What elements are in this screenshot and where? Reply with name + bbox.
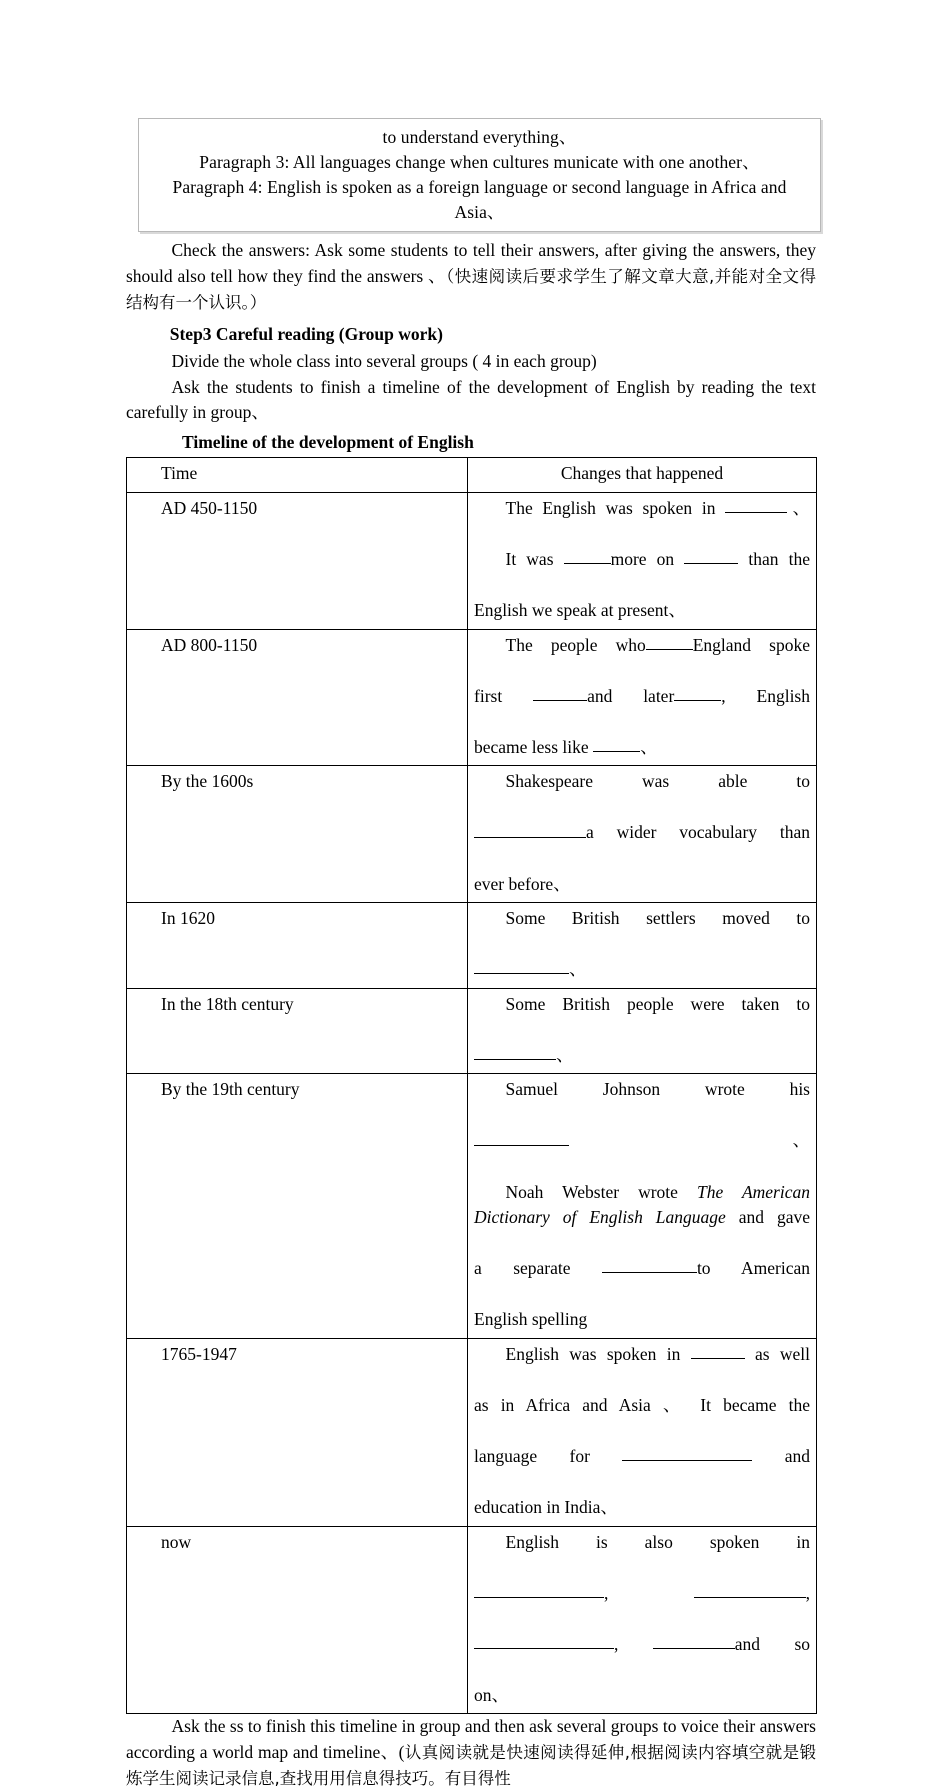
text-segment: English we speak at present、 xyxy=(474,600,686,621)
text-segment: It was xyxy=(505,548,564,569)
table-cell-time: AD 800-1150 xyxy=(127,629,468,766)
answer-blank xyxy=(691,1342,745,1359)
table-cell-line xyxy=(474,1444,810,1495)
table-cell-line xyxy=(474,735,810,761)
timeline-table xyxy=(126,457,817,1714)
answer-blank xyxy=(694,1581,806,1598)
text-segment: 、 xyxy=(556,1044,574,1065)
step3-heading: Step3 Careful reading (Group work) xyxy=(169,323,443,344)
text-segment: The English was spoken in xyxy=(505,497,726,518)
text-segment: 、 xyxy=(640,736,658,757)
check-answers-chinese: （快速阅读后要求学生了解文章大意,并能对全文得结构有一个认识。） xyxy=(126,267,816,312)
answer-blank xyxy=(474,1128,569,1145)
table-cell-line xyxy=(474,1043,810,1069)
text-segment: as in Africa and Asia 、 It became the xyxy=(474,1394,810,1415)
text-segment: ever before、 xyxy=(474,873,571,894)
text-segment: a separate xyxy=(474,1258,602,1279)
table-cell-time: In 1620 xyxy=(127,903,468,989)
table-cell-changes xyxy=(468,1526,817,1714)
book-title: The American Dictionary of English Language xyxy=(474,1181,810,1228)
text-segment: England spoke xyxy=(692,634,810,655)
text-segment: became less like xyxy=(474,736,594,757)
text-segment: The people who xyxy=(505,634,646,655)
check-answers-text: Check the answers: Ask some students to tell their answers, after giving the answers, they should also tell how they find the answers 、 xyxy=(126,240,816,287)
table-cell-changes xyxy=(468,629,817,766)
table-cell-time: By the 19th century xyxy=(127,1074,468,1338)
table-header-row xyxy=(127,458,817,493)
answer-blank xyxy=(725,496,787,513)
table-cell-changes xyxy=(468,903,817,989)
table-row xyxy=(127,1074,817,1338)
table-row xyxy=(127,1526,817,1714)
table-row xyxy=(127,903,817,989)
timeline-table-body xyxy=(127,492,817,1714)
table-cell-changes xyxy=(468,1074,817,1338)
table-row xyxy=(127,1338,817,1526)
answer-blank xyxy=(684,547,738,564)
summary-line-3: Paragraph 4: English is spoken as a foreign language or second language in Africa and Asia、 xyxy=(172,176,787,222)
text-segment: than the xyxy=(738,548,810,569)
table-cell-time: By the 1600s xyxy=(127,766,468,903)
table-cell-line xyxy=(474,1342,810,1393)
summary-line-2: Paragraph 3: All languages change when cultures municate with one another、 xyxy=(199,151,760,172)
table-cell-line xyxy=(474,1632,810,1683)
text-segment: first xyxy=(474,685,534,706)
table-cell-line xyxy=(474,1077,810,1128)
text-segment: 、 xyxy=(787,497,810,518)
answer-blank xyxy=(474,1632,614,1649)
table-cell-line xyxy=(474,684,810,735)
text-segment: education in India、 xyxy=(474,1497,618,1518)
answer-blank xyxy=(622,1444,752,1461)
text-segment: a wider vocabulary than xyxy=(586,822,810,843)
table-cell-line xyxy=(474,992,810,1043)
table-cell-line xyxy=(474,496,810,547)
text-segment: on、 xyxy=(474,1684,509,1705)
text-segment: , English xyxy=(721,685,810,706)
closing-chinese: 认真阅读就是快速阅读得延伸,根据阅读内容填空就是锻炼学生阅读记录信息,查找用用信息得技巧。有目得性 xyxy=(126,1743,817,1788)
text-segment: , xyxy=(614,1633,653,1654)
table-cell-line xyxy=(474,1128,810,1179)
text-segment: English is also spoken in xyxy=(505,1531,810,1552)
text-segment: , xyxy=(805,1582,810,1603)
closing-text: Ask the ss to finish this timeline in group and then ask several groups to voice their answers according a world map and timeline、( xyxy=(126,1716,816,1763)
answer-blank xyxy=(674,684,721,701)
table-cell-line xyxy=(474,872,810,898)
ask-students-paragraph: Ask the students to finish a timeline of the development of English by reading the text carefully in group、 xyxy=(126,376,816,423)
text-segment: English was spoken in xyxy=(505,1343,691,1364)
table-cell-changes xyxy=(468,988,817,1074)
table-cell-line xyxy=(474,1683,810,1709)
text-segment: 、 xyxy=(569,959,587,980)
table-cell-line xyxy=(474,598,810,624)
text-segment: more on xyxy=(610,548,685,569)
table-row xyxy=(127,766,817,903)
answer-blank xyxy=(564,547,611,564)
closing-paragraph xyxy=(126,1714,816,1791)
table-cell-changes xyxy=(468,492,817,629)
text-segment: and so xyxy=(734,1633,811,1654)
table-cell-line xyxy=(474,633,810,684)
text-segment: and gave xyxy=(725,1207,810,1228)
text-segment: English spelling xyxy=(474,1309,588,1330)
text-segment: and later xyxy=(587,685,675,706)
answer-blank xyxy=(474,957,569,974)
text-segment: language for xyxy=(474,1446,623,1466)
answer-blank xyxy=(474,820,586,837)
answer-blank xyxy=(653,1632,735,1649)
table-cell-line xyxy=(474,1393,810,1444)
text-segment: Noah Webster wrote xyxy=(505,1181,697,1202)
text-segment: Samuel Johnson wrote his xyxy=(505,1079,810,1100)
divide-class-paragraph: Divide the whole class into several groups ( 4 in each group) xyxy=(171,350,597,371)
table-cell-time: AD 450-1150 xyxy=(127,492,468,629)
table-row xyxy=(127,988,817,1074)
table-cell-changes xyxy=(468,1338,817,1526)
text-segment: to American xyxy=(696,1258,810,1279)
table-cell-line xyxy=(474,820,810,871)
text-segment: Shakespeare was able to xyxy=(505,771,810,792)
answer-blank xyxy=(602,1256,697,1273)
table-row xyxy=(127,492,817,629)
answer-blank xyxy=(533,684,587,701)
answer-blank xyxy=(474,1043,556,1060)
table-cell-line xyxy=(474,957,810,983)
table-cell-line xyxy=(474,906,810,957)
table-cell-time: now xyxy=(127,1526,468,1714)
table-cell-line xyxy=(474,1180,810,1257)
text-segment: 、 xyxy=(569,1130,810,1151)
paragraph-summary-box xyxy=(138,118,821,232)
text-segment: and xyxy=(752,1446,810,1466)
table-cell-line xyxy=(474,1530,810,1581)
summary-line-1: to understand everything、 xyxy=(382,127,577,147)
table-cell-time: In the 18th century xyxy=(127,988,468,1074)
table-cell-line xyxy=(474,1495,810,1521)
check-answers-paragraph xyxy=(126,238,816,315)
table-cell-line xyxy=(474,1256,810,1307)
column-header-changes: Changes that happened xyxy=(468,458,817,493)
text-segment: Some British settlers moved to xyxy=(505,908,810,929)
table-cell-line xyxy=(474,547,810,598)
answer-blank xyxy=(474,1581,604,1598)
table-row xyxy=(127,629,817,766)
text-segment: Some British people were taken to xyxy=(505,993,810,1014)
table-cell-line xyxy=(474,1307,810,1333)
text-segment: as well xyxy=(744,1343,810,1364)
column-header-time: Time xyxy=(127,458,468,493)
table-cell-line xyxy=(474,769,810,820)
table-cell-line xyxy=(474,1581,810,1632)
timeline-table-title: Timeline of the development of English xyxy=(182,431,474,452)
table-cell-time: 1765-1947 xyxy=(127,1338,468,1526)
table-cell-changes xyxy=(468,766,817,903)
text-segment: , xyxy=(604,1582,694,1603)
page-content xyxy=(126,118,816,1792)
answer-blank xyxy=(593,735,640,752)
answer-blank xyxy=(646,633,693,650)
